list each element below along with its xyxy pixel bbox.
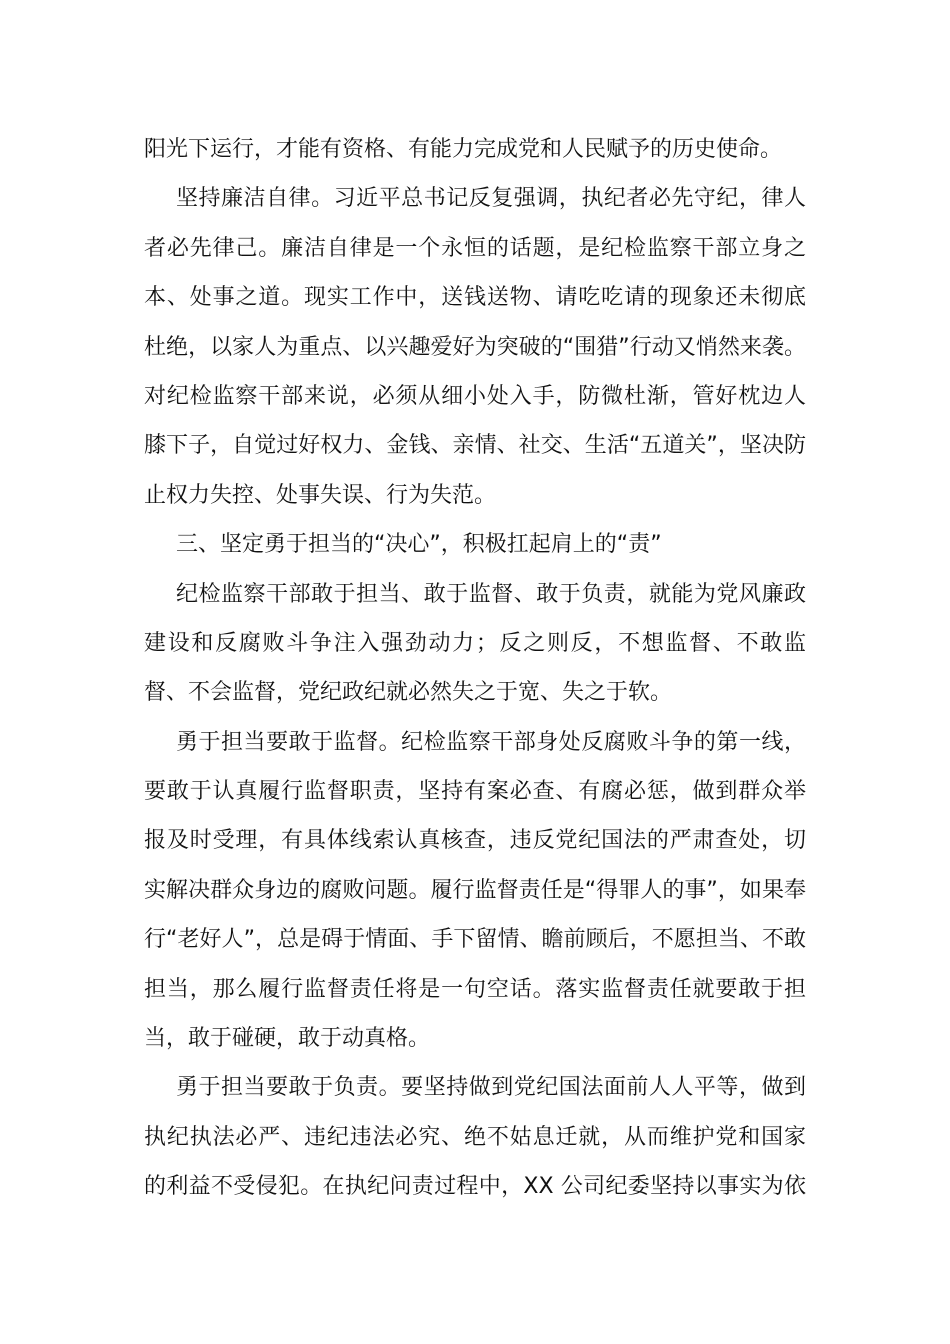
text-line: 担当，那么履行监督责任将是一句空话。落实监督责任就要敢于担: [144, 976, 806, 1002]
text-line: 督、不会监督，党纪政纪就必然失之于宽、失之于软。: [144, 680, 673, 706]
text-line: 者必先律己。廉洁自律是一个永恒的话题，是纪检监察干部立身之: [144, 235, 806, 261]
document-body: [144, 125, 806, 1212]
text-line: 坚持廉洁自律。习近平总书记反复强调，执纪者必先守纪，律人: [176, 186, 806, 212]
text-line: 的利益不受侵犯。在执纪问责过程中，XX 公司纪委坚持以事实为依: [144, 1174, 806, 1200]
text-line: 阳光下运行，才能有资格、有能力完成党和人民赋予的历史使命。: [144, 137, 783, 162]
text-line: 纪检监察干部敢于担当、敢于监督、敢于负责，就能为党风廉政: [176, 581, 806, 607]
text-line: 报及时受理，有具体线索认真核查，违反党纪国法的严肃查处，切: [144, 828, 806, 854]
text-line: 执纪执法必严、违纪违法必究、绝不姑息迁就，从而维护党和国家: [144, 1124, 806, 1150]
text-line: 止权力失控、处事失误、行为失范。: [144, 482, 497, 508]
text-line: 当，敢于碰硬，敢于动真格。: [144, 1026, 431, 1052]
text-line: 建设和反腐败斗争注入强劲动力；反之则反，不想监督、不敢监: [144, 630, 806, 656]
text-line: 勇于担当要敢于监督。纪检监察干部身处反腐败斗争的第一线，: [176, 729, 806, 755]
text-line: 对纪检监察干部来说，必须从细小处入手，防微杜渐，管好枕边人: [144, 383, 806, 409]
text-line: 要敢于认真履行监督职责，坚持有案必查、有腐必惩，做到群众举: [144, 779, 806, 805]
text-line: 膝下子，自觉过好权力、金钱、亲情、社交、生活“五道关”，坚决防: [144, 433, 806, 459]
text-line: 实解决群众身边的腐败问题。履行监督责任是“得罪人的事”，如果奉: [144, 877, 806, 903]
text-line: 本、处事之道。现实工作中，送钱送物、请吃吃请的现象还未彻底: [144, 285, 806, 311]
text-line: 勇于担当要敢于负责。要坚持做到党纪国法面前人人平等，做到: [176, 1075, 806, 1101]
text-line: 三、坚定勇于担当的“决心”，积极扛起肩上的“责”: [176, 532, 662, 558]
text-line: 杜绝，以家人为重点、以兴趣爱好为突破的“围猎”行动又悄然来袭。: [144, 334, 806, 360]
text-line: 行“老好人”，总是碍于情面、手下留情、瞻前顾后，不愿担当、不敢: [144, 927, 806, 953]
